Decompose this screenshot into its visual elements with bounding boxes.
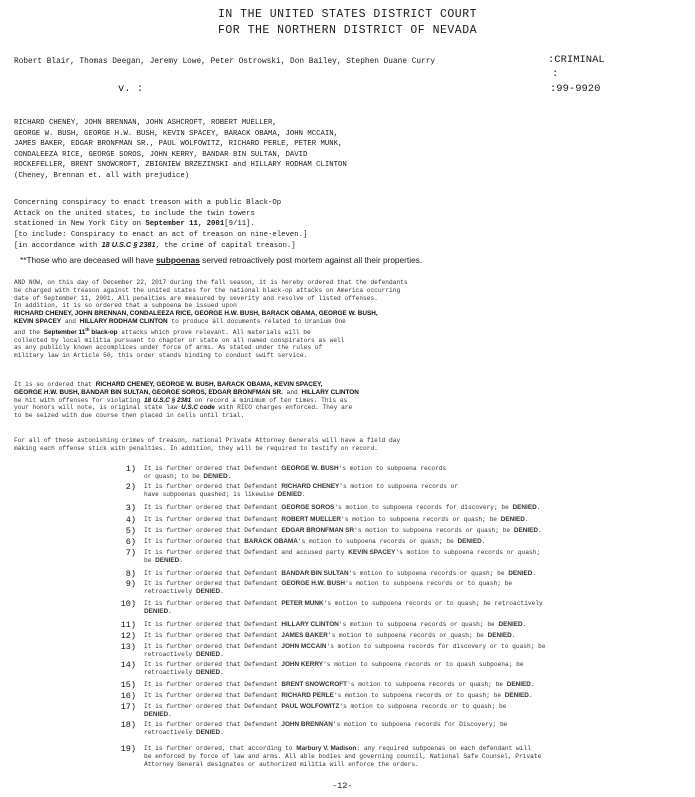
defendant-name: KEVIN SPACEY [348,549,396,556]
item-line: It is further ordered that Defendant JOHN BRENNAN's motion to subpoena records for Discovery; be [144,721,508,728]
item-line: It is further ordered that Defendant RICHARD CHENEY's motion to subpoena records or [144,483,459,490]
item-line: It is further ordered that Defendant PAUL WOLFOWITZ's motion to subpoena records or to quash; be [144,703,507,710]
list-item [144,643,546,659]
item-number: 10) [120,599,136,609]
item-line: DENIED. [144,710,172,718]
item-line: It is further ordered that BARACK OBAMA's motion to subpoena records or quash; be DENIED. [144,538,486,545]
para-line: For all of these astonishing crimes of treason, national Private Attorney Generals will have a field day [14,437,401,444]
para-line: collected by local militia pursuant to chapter or state on all named conspirators as well [14,336,345,344]
concerning-block [14,198,307,252]
para-line: your honors will note, is original state law U.S.C code with RICO charges enforced. They are [14,404,353,412]
denied-label: DENIED [512,504,537,511]
item-line: It is further ordered that Defendant ROBERT MUELLER's motion to subpoena records or quash; be DENIED. [144,516,529,523]
item-line: retroactively DENIED. [144,668,224,676]
item-number: 19) [120,744,136,754]
defendants-block [14,118,347,182]
list-item [144,483,458,499]
item-number: 8) [125,569,136,579]
defendant-name: PETER MUNK [281,600,324,607]
list-item [144,721,507,737]
para-line: as any publicly known accomplices under force of arms. As stated under the rules of [14,344,323,352]
list-item [144,538,485,546]
order-paragraph-2 [14,381,359,420]
para-line: It is so ordered that RICHARD CHENEY, GEORGE W. BUSH, BARACK OBAMA, KEVIN SPACEY, [14,381,323,388]
item-line: It is further ordered that Defendant BANDAR BIN SULTAN's motion to subpoena records or quash; be DENIED. [144,570,537,577]
denied-label: DENIED [498,621,523,628]
case-type: :CRIMINAL [548,54,605,66]
defendant-name: JOHN BRENNAN [281,721,333,728]
para-line: In addition, it is so ordered that a subpoena be issued upon [14,302,237,310]
concerning-line: Attack on the united states, to include the twin towers [14,209,255,218]
concerning-line: Concerning conspiracy to enact treason with a public Black-Op [14,199,282,207]
item-line: It is further ordered that Defendant JOHN MCCAIN's motion to subpoena records for discovery or to quash; be [144,643,546,650]
defendant-name: BARACK OBAMA [244,538,298,545]
item-line: have subpoenas quashed; is likewise DENIED. [144,490,306,498]
denied-label: DENIED [195,728,221,736]
item-number: 1) [125,464,136,474]
defendant-name: HILLARY CLINTON [281,621,339,628]
list-item [144,549,540,565]
denied-label: DENIED [144,607,169,615]
item-line: or quash; to be DENIED. [144,472,232,480]
denied-label: DENIED [508,570,533,577]
defendant-name: ROBERT MUELLER [281,516,342,523]
defendant-name: GEORGE H.W. BUSH [281,580,345,587]
item-number: 12) [120,631,136,641]
order-paragraph-1 [14,279,408,360]
denied-label: DENIED [504,692,529,699]
court-name: IN THE UNITED STATES DISTRICT COURT [217,8,478,21]
list-item [144,703,506,719]
defendant-name: BANDAR BIN SULTAN [281,570,349,577]
plaintiffs: Robert Blair, Thomas Deegan, Jeremy Lowe, Peter Ostrowski, Don Bailey, Stephen Duane Curry [14,58,436,66]
item-line: be enforced by force of law and arms. All able bodies and governing council, National Safe Counsel, Private [144,752,542,760]
item-number: 7) [125,548,136,558]
item-number: 9) [125,579,136,589]
para-line: KEVIN SPACEY and HILLARY RODHAM CLINTON to produce all documents related to Uranium One [14,317,346,325]
defendant-name: JAMES BAKER [281,632,328,639]
item-line: It is further ordered that Defendant PETER MUNK's motion to subpoena records or to quash; be retroactively [144,600,543,607]
item-number: 14) [120,660,136,670]
defendant-name: RICHARD CHENEY [281,483,340,490]
item-line: It is further ordered that Defendant BRENT SNOWCROFT's motion to subpoena records or quash; be DENIED. [144,681,535,688]
defendant-name: JOHN MCCAIN [281,643,327,650]
defendant-name: RICHARD PERLE [281,692,334,699]
item-line: It is further ordered that Defendant EDGAR BRONFMAN SR's motion to subpoena records or quash; be DENIED. [144,527,542,534]
list-item [144,516,529,524]
para-line: and the September 11th black-op attacks which prove relevant. All materials will be [14,326,311,336]
item-line: DENIED. [144,607,172,615]
item-line: retroactively DENIED. [144,728,224,736]
item-line: retroactively DENIED. [144,650,224,658]
denied-label: DENIED [487,632,512,639]
item-number: 11) [120,620,136,630]
list-item [144,465,446,481]
denied-label: DENIED [277,490,302,498]
defendants-line: RICHARD CHENEY, JOHN BRENNAN, JOHN ASHCROFT, ROBERT MUELLER, [14,119,277,127]
para-line: military law in Article 50, this order stands binding to conduct swift service. [14,352,308,360]
denied-label: DENIED [506,681,531,688]
defendants-line: JAMES BAKER, EDGAR BRONFMAN SR., PAUL WOLFOWITZ, RICHARD PERLE, PETER MUNK, [14,140,343,149]
item-line: It is further ordered that Defendant JAMES BAKER's motion to subpoena records or quash; be DENIED. [144,632,516,639]
item-number: 2) [125,482,136,492]
denied-label: DENIED [144,710,169,718]
item-line: be DENIED. [144,556,184,564]
date-emphasis: September 11, 2001 [145,220,225,228]
para-line: date of September 11, 2001. All penalties are measured by severity and resolve of listed offenses. [14,294,378,302]
para-line: be hit with offenses for violating 18 U.S.C § 2381 on record a minimum of ten times. This as [14,396,348,404]
denied-label: DENIED [203,472,228,480]
list-item [144,661,524,677]
defendants-line: GEORGE W. BUSH, GEORGE H.W. BUSH, KEVIN SPACEY, BARACK OBAMA, JOHN MCCAIN, [14,129,339,138]
case-number: :99-9920 [550,83,601,95]
item-number: 5) [125,526,136,536]
defendants-line: (Cheney, Brennan et. all with prejudice) [14,171,190,180]
statute-ref: 18 U.S.C § 2381 [101,240,156,249]
concerning-line: [in accordance with 18 U.S.C § 2381, the crime of capital treason.] [14,240,296,250]
defendant-name: BRENT SNOWCROFT [281,681,348,688]
defendant-name: Marbury V. Madison [296,745,357,752]
list-item [144,570,536,578]
list-item [144,504,540,512]
denied-label: DENIED [195,650,221,658]
item-line: It is further ordered that Defendant GEORGE W. BUSH's motion to subpoena records [144,465,447,472]
list-item [144,600,543,616]
item-line: It is further ordered, that according to Marbury V. Madison: any required subpoenas on each defendant will [144,745,531,752]
denied-label: DENIED [195,587,221,595]
denied-label: DENIED [195,668,221,676]
list-item [144,681,535,689]
defendant-name: JOHN KERRY [281,661,324,668]
item-number: 15) [120,680,136,690]
item-number: 6) [125,537,136,547]
order-paragraph-3 [14,437,400,453]
para-line: to be seized with due course then placed in cells until trial. [14,412,245,420]
item-number: 16) [120,691,136,701]
list-item [144,632,515,640]
item-number: 13) [120,642,136,652]
para-line: AND NOW, on this day of December 22, 2017 during the fall season, it is hereby ordered that the defendants [14,279,408,286]
list-item [144,745,541,768]
page-number: -12- [332,781,353,791]
item-number: 3) [125,503,136,513]
subpoenas-emphasis: subpoenas [156,255,200,265]
court-district: FOR THE NORTHERN DISTRICT OF NEVADA [217,24,478,37]
denied-label: DENIED [513,527,538,534]
para-line: be charged with treason against the united states for the national black-op attacks on America occurring [14,286,401,294]
denied-label: DENIED [155,556,180,564]
item-line: It is further ordered that Defendant and accused party KEVIN SPACEY's motion to subpoena records or quash; [144,549,541,556]
para-line: GEORGE H.W. BUSH, BANDAR BIN SULTAN, GEORGE SOROS, EDGAR BRONFMAN SR. and HILLARY CLINTON [14,388,359,396]
item-number: 18) [120,720,136,730]
item-line: It is further ordered that Defendant GEORGE SOROS's motion to subpoena records for discovery; be DENIED. [144,504,541,511]
item-line: retroactively DENIED. [144,587,224,595]
item-line: It is further ordered that Defendant RICHARD PERLE's motion to subpoena records or to quash; be DENIED. [144,692,533,699]
deceased-note: **Those who are deceased will have subpoenas served retroactively post mortem against all their properties. [20,255,423,265]
concerning-line: [to include: Conspiracy to enact an act of treason on nine-eleven.] [14,230,308,239]
versus: v. : [118,83,144,95]
para-line: RICHARD CHENEY, JOHN BRENNAN, CONDALEEZA RICE, GEORGE H.W. BUSH, BARACK OBAMA, GEORGE W. BUSH, [14,310,378,318]
item-line: It is further ordered that Defendant JOHN KERRY's motion to subpoena records or to quash subpoena; be [144,661,524,668]
list-item [144,580,512,596]
item-number: 17) [120,702,136,712]
list-item [144,621,526,629]
defendants-line: CONDALEEZA RICE, GEORGE SOROS, JOHN KERRY, BANDAR BIN SULTAN, DAVID [14,150,308,159]
item-number: 4) [125,515,136,525]
para-line: making each offense stick with penalties. In addition, they will be required to testify on record. [14,444,378,452]
list-item [144,692,533,700]
defendants-line: ROCKEFELLER, BRENT SNOWCROFT, ZBIGNIEW BRZEZINSKI and HILLARY RODHAM CLINTON [14,161,347,170]
denied-label: DENIED [500,516,525,523]
item-line: It is further ordered that Defendant HILLARY CLINTON's motion to subpoena records or quash; be DENIED. [144,621,527,628]
defendant-name: GEORGE W. BUSH [281,465,339,472]
defendant-name: GEORGE SOROS [281,504,335,511]
item-line: It is further ordered that Defendant GEORGE H.W. BUSH's motion to subpoena records or to quash; be [144,580,513,587]
case-colon: : [552,68,559,80]
defendant-name: EDGAR BRONFMAN SR [281,527,355,534]
concerning-line: stationed in New York City on September 11, 2001[9/11]. [14,220,255,228]
defendant-name: PAUL WOLFOWITZ [281,703,340,710]
item-line: Attorney General designates or authorized militia will enforce the orders. [144,760,419,768]
denied-label: DENIED [457,538,482,545]
list-item [144,527,542,535]
